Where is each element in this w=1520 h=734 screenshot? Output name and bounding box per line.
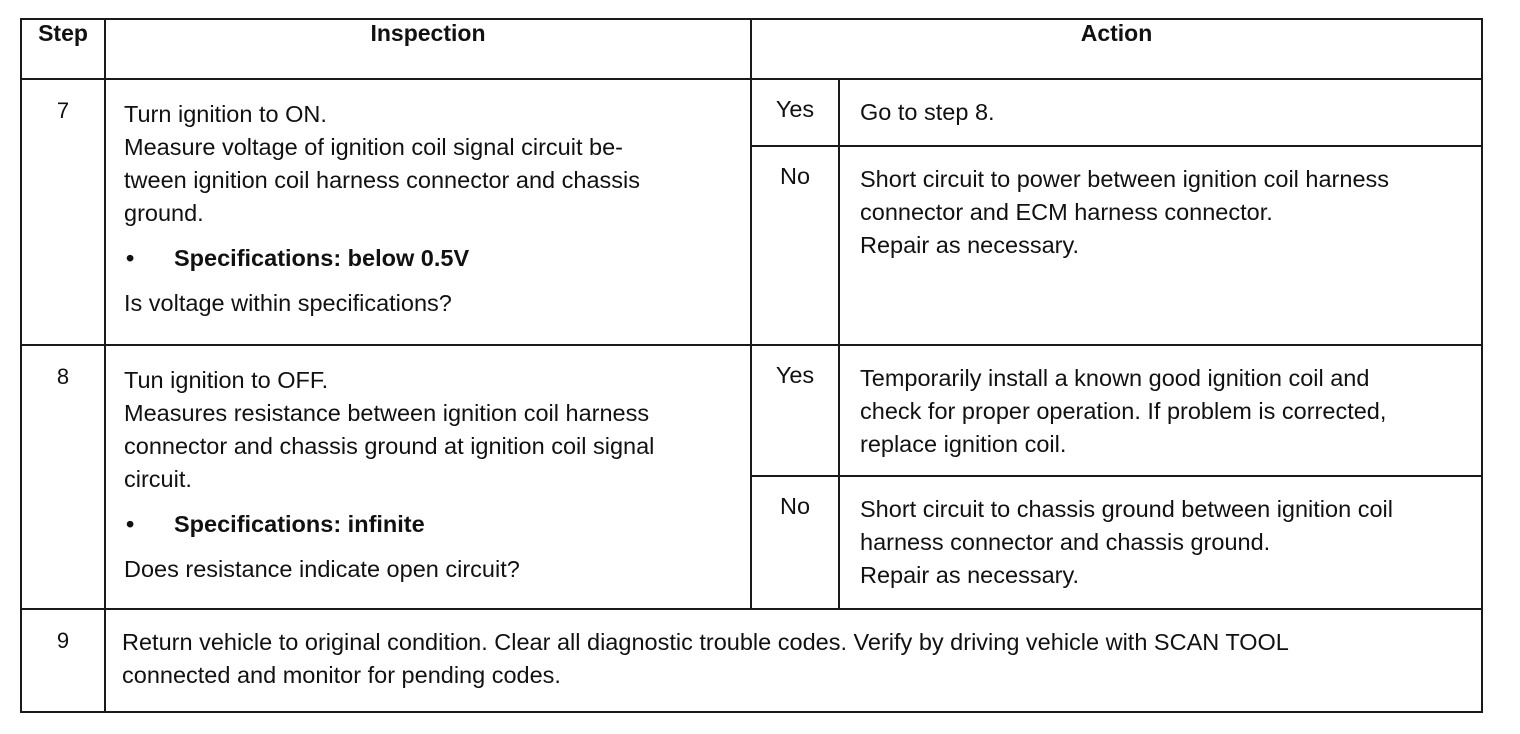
inspection-line: tween ignition coil harness connector and chassis [124,167,640,193]
no-label: No [751,146,839,345]
step-8-no-action [839,476,1482,609]
action-line: Temporarily install a known good ignition coil and [860,365,1370,391]
specification [124,242,736,275]
action-line: Short circuit to power between ignition coil harness [860,166,1390,192]
inspection-line: circuit. [124,466,192,492]
step-8-inspection [105,345,751,609]
action-line: Repair as necessary. [860,562,1079,588]
specification-text: Specifications: infinite [174,511,425,537]
step-7-inspection [105,79,751,345]
step-number: 8 [21,345,105,609]
specification [124,508,736,541]
bullet-icon: • [126,245,135,271]
inspection-line: Tun ignition to OFF. [124,367,329,393]
specification-text: Specifications: below 0.5V [174,245,470,271]
action-line: replace ignition coil. [860,431,1067,457]
bullet-icon: • [126,511,135,537]
step-number: 9 [21,609,105,712]
action-line: check for proper operation. If problem is corrected, [860,398,1387,424]
step-9-line: Return vehicle to original condition. Clear all diagnostic trouble codes. Verify by driving vehicle with SCAN TOOL [122,629,1289,655]
step-8-yes-action [839,345,1482,476]
inspection-line: Turn ignition to ON. [124,101,327,127]
step-7-no-action [839,146,1482,345]
step-number: 7 [21,79,105,345]
step-7-yes-action [839,79,1482,146]
inspection-line: ground. [124,200,204,226]
action-line: Go to step 8. [860,99,995,125]
header-inspection: Inspection [105,19,751,79]
inspection-line: connector and chassis ground at ignition coil signal [124,433,655,459]
yes-label: Yes [751,345,839,476]
step-8-yes-row [21,345,1482,476]
inspection-question: Is voltage within specifications? [124,290,452,316]
no-label: No [751,476,839,609]
action-line: harness connector and chassis ground. [860,529,1271,555]
action-line: Repair as necessary. [860,232,1079,258]
step-9-text [105,609,1482,712]
yes-label: Yes [751,79,839,146]
step-9-line: connected and monitor for pending codes. [122,662,561,688]
diagnostic-procedure-table [20,18,1483,713]
action-line: connector and ECM harness connector. [860,199,1273,225]
step-9-row [21,609,1482,712]
inspection-line: Measures resistance between ignition coil harness [124,400,650,426]
action-line: Short circuit to chassis ground between ignition coil [860,496,1393,522]
header-row [21,19,1482,79]
inspection-question: Does resistance indicate open circuit? [124,556,520,582]
header-step: Step [21,19,105,79]
header-action: Action [751,19,1482,79]
step-7-yes-row [21,79,1482,146]
inspection-line: Measure voltage of ignition coil signal circuit be- [124,134,623,160]
